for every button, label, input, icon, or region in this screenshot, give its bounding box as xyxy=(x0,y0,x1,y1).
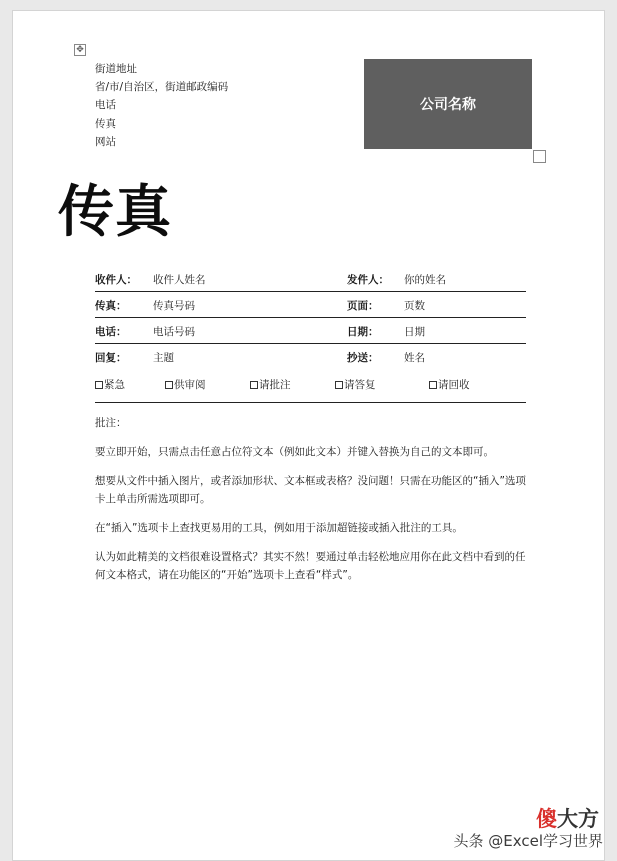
checkbox-recycle[interactable] xyxy=(429,377,470,392)
address-phone: 电话 xyxy=(95,99,116,112)
field-label: 抄送： xyxy=(347,352,379,364)
company-logo-placeholder[interactable] xyxy=(364,59,532,149)
field-value[interactable]: 页数 xyxy=(404,300,425,312)
checkbox-urgent[interactable] xyxy=(95,377,125,392)
table-row xyxy=(95,266,526,292)
field-label: 传真： xyxy=(95,300,127,312)
watermark xyxy=(453,830,603,851)
field-label: 回复： xyxy=(95,352,127,364)
document-title: 传真 xyxy=(58,180,172,245)
field-label: 日期： xyxy=(347,326,379,338)
body-paragraph: 在“插入”选项卡上查找更易用的工具，例如用于添加超链接或插入批注的工具。 xyxy=(95,522,463,534)
checkbox-label: 请批注 xyxy=(259,379,291,391)
field-value[interactable]: 传真号码 xyxy=(153,300,195,312)
field-value[interactable]: 你的姓名 xyxy=(404,274,446,286)
watermark-logo-red: 傻 xyxy=(536,807,557,831)
sender-address-block[interactable] xyxy=(95,60,228,151)
checkbox-label: 供审阅 xyxy=(174,379,206,391)
checkbox-label: 紧急 xyxy=(104,379,125,391)
field-label: 页面： xyxy=(347,300,379,312)
watermark-logo xyxy=(536,803,599,833)
checkbox-icon[interactable] xyxy=(95,381,103,389)
notes-body[interactable] xyxy=(95,414,535,595)
field-value[interactable]: 主题 xyxy=(153,352,174,364)
checkbox-row xyxy=(95,374,526,403)
field-value[interactable]: 日期 xyxy=(404,326,425,338)
checkbox-icon[interactable] xyxy=(165,381,173,389)
checkbox-label: 请答复 xyxy=(344,379,376,391)
checkbox-reply[interactable] xyxy=(335,377,376,392)
watermark-caption: 头条 @Excel学习世界 xyxy=(453,832,603,850)
field-label: 发件人： xyxy=(347,274,389,286)
watermark-logo-rest: 大方 xyxy=(557,807,599,831)
address-street: 街道地址 xyxy=(95,63,137,75)
checkbox-label: 请回收 xyxy=(438,379,470,391)
notes-label: 批注： xyxy=(95,417,127,429)
company-name: 公司名称 xyxy=(420,97,476,113)
field-value[interactable]: 姓名 xyxy=(404,352,425,364)
field-value[interactable]: 电话号码 xyxy=(153,326,195,338)
body-paragraph: 认为如此精美的文档很难设置格式？其实不然！要通过单击轻松地应用你在此文档中看到的任何文本格式，请在功能区的“开始”选项卡上查看“样式”。 xyxy=(95,551,526,581)
body-paragraph: 要立即开始，只需点击任意占位符文本（例如此文本）并键入替换为自己的文本即可。 xyxy=(95,446,494,458)
checkbox-icon[interactable] xyxy=(250,381,258,389)
field-label: 电话： xyxy=(95,326,127,338)
address-website: 网站 xyxy=(95,135,116,148)
table-row xyxy=(95,344,526,369)
checkbox-icon[interactable] xyxy=(429,381,437,389)
body-paragraph: 想要从文件中插入图片，或者添加形状、文本框或表格？没问题！只需在功能区的“插入”选项卡上单击所需选项即可。 xyxy=(95,475,526,505)
checkbox-review[interactable] xyxy=(165,377,206,392)
field-value[interactable]: 收件人姓名 xyxy=(153,274,206,286)
address-fax: 传真 xyxy=(95,117,116,130)
address-city: 省/市/自治区，街道邮政编码 xyxy=(95,81,229,94)
resize-handle-icon[interactable] xyxy=(533,150,546,163)
table-row xyxy=(95,318,526,344)
table-move-handle-icon[interactable]: ✥ xyxy=(74,44,86,56)
table-row xyxy=(95,292,526,318)
field-label: 收件人： xyxy=(95,274,137,286)
checkbox-comment[interactable] xyxy=(250,377,291,392)
document-page[interactable] xyxy=(12,10,605,861)
checkbox-icon[interactable] xyxy=(335,381,343,389)
fax-header-table xyxy=(95,266,526,369)
